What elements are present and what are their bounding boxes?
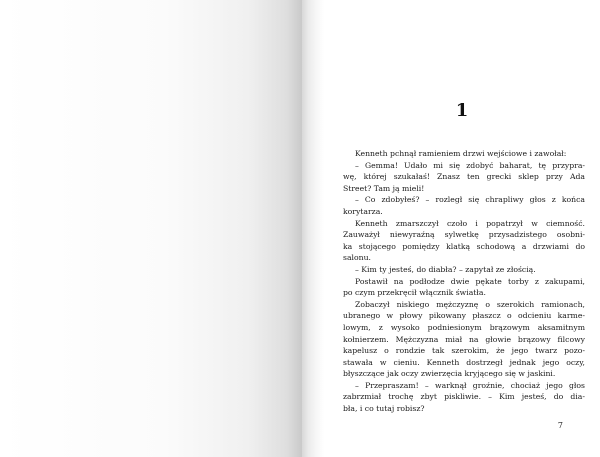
text-line: po czym przekręcił włącznik światła. bbox=[343, 288, 486, 298]
text-line: Zauważył niewyraźną sylwetkę przysadzistego osobni- bbox=[343, 230, 585, 240]
text-line: stawała w cieniu. Kenneth dostrzegł jednak jego oczy, bbox=[343, 357, 585, 367]
text-line: Kenneth zmarszczył czoło i popatrzył w ciemność. bbox=[355, 218, 585, 228]
text-line: lowym, z wysoko podniesionym brązowym aksamitnym bbox=[343, 322, 585, 332]
text-line: – Co zdobyłeś? – rozległ się chrapliwy głos z końca bbox=[355, 195, 585, 205]
text-line: Zobaczył niskiego mężczyznę o szerokich ramionach, bbox=[355, 299, 585, 309]
chapter-text bbox=[343, 148, 585, 415]
text-line: bła, i co tutaj robisz? bbox=[343, 404, 425, 414]
text-line: – Gemma! Udało mi się zdobyć baharat, tę przypra- bbox=[355, 160, 585, 170]
text-line: Kenneth pchnął ramieniem drzwi wejściowe i zawołał: bbox=[355, 149, 567, 158]
text-line: – Przepraszam! – warknął groźnie, chociaż jego głos bbox=[355, 380, 585, 390]
book-gutter bbox=[302, 0, 324, 457]
text-line: korytarza. bbox=[343, 206, 383, 216]
text-line: Postawił na podłodze dwie pękate torby z zakupami, bbox=[355, 276, 585, 286]
text-line: błyszczące jak oczy zwierzęcia kryjącego się w jaskini. bbox=[343, 369, 556, 379]
text-line: salonu. bbox=[343, 253, 371, 263]
text-line: Street? Tam ją mieli! bbox=[343, 183, 425, 193]
text-line: kołnierzem. Mężczyzna miał na głowie brązowy filcowy bbox=[343, 334, 585, 344]
text-line: zabrzmiał trochę zbyt piskliwie. – Kim jesteś, do dia- bbox=[343, 392, 585, 402]
right-page bbox=[324, 0, 600, 457]
text-line: kapelusz o rondzie tak szerokim, że jego twarz pozo- bbox=[343, 346, 585, 356]
text-line: – Kim ty jesteś, do diabła? – zapytał ze złością. bbox=[355, 264, 536, 274]
text-line: ubranego w płowy pikowany płaszcz o odcieniu karme- bbox=[343, 311, 585, 321]
text-line: ka stojącego pomiędzy klatką schodową a drzwiami do bbox=[343, 241, 585, 251]
chapter-number: 1 bbox=[455, 100, 469, 121]
text-line: wę, której szukałaś! Znasz ten grecki sklep przy Ada bbox=[343, 172, 585, 182]
page-number: 7 bbox=[557, 421, 563, 430]
